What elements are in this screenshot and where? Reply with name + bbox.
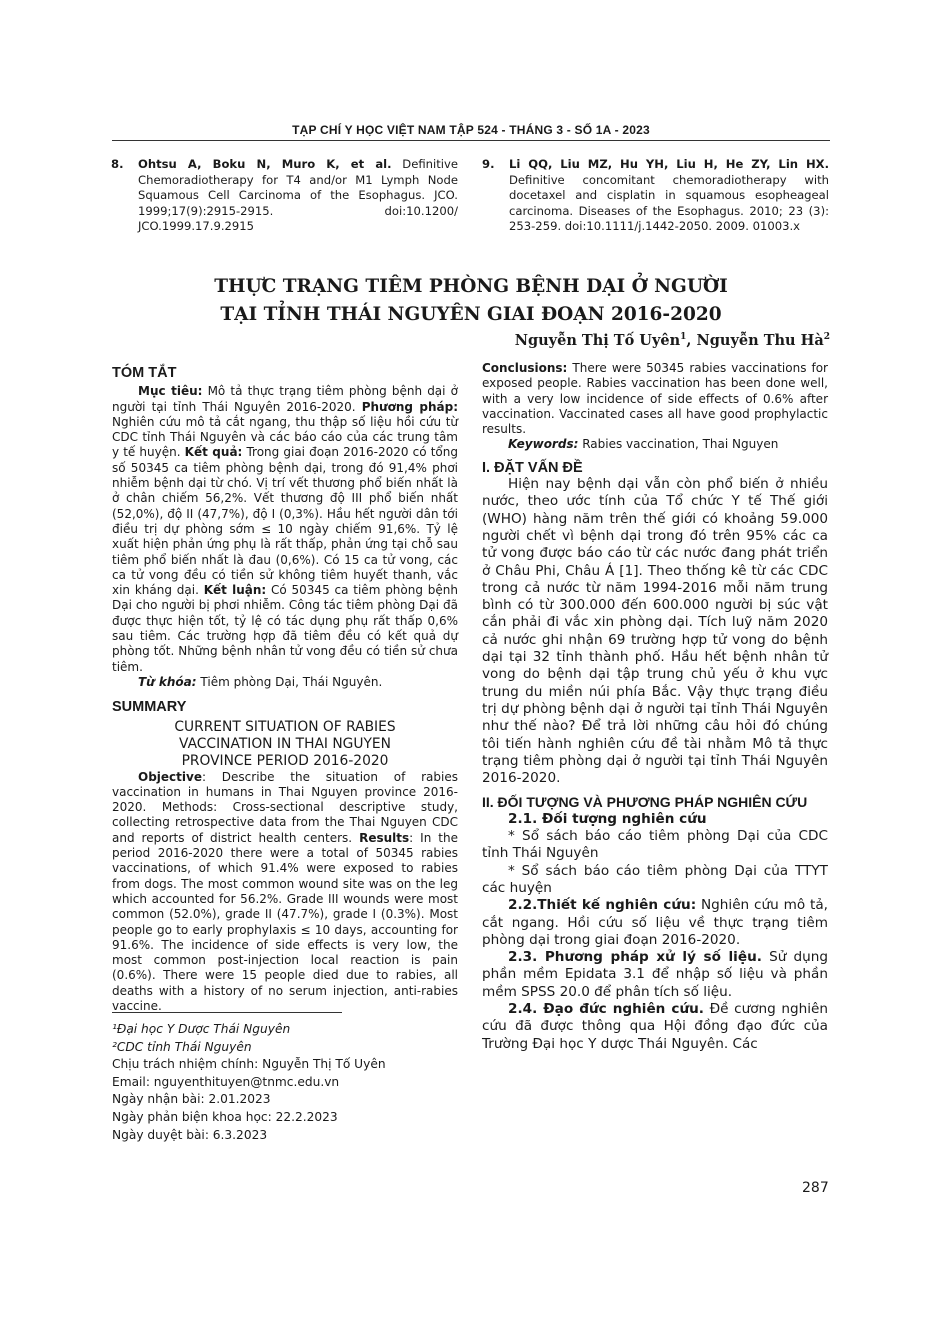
section-1-text: Hiện nay bệnh dại vẫn còn phổ biến ở nhiều nước, theo ước tính của Tổ chức Y tế Thế giới (WHO) hàng năm trên thế giới có khoảng 59.000 người chết vì bệnh dại trong đó trên 95% các ca tử vong được báo cáo từ các nước đang phát triển ở Châu Phi, Châu Á [1]. Theo thống kê từ các CDC trong cả nước từ năm 1994-2016 mỗi năm trung bình có từ 300.000 đến 600.000 người bị súc vật cắn phải đi vắc xin phòng dại. Tích luỹ năm 2020 cả nước ghi nhận 69 trường hợp tử vong do bệnh dại tại 32 tỉnh thành phố. Hầu hết bệnh nhân tử vong do bệnh dại tập trung chủ yếu ở khu vực trung du miền núi phía Bắc. Vậy thực trạng điều trị dự phòng bệnh dại ở người tại tỉnh Thái Nguyên như thế nào? Để trả lời những câu hỏi đó chúng tôi tiến hành nghiên cứu đề tài nhằm Mô tả thực trạng tiêm phòng dại ở người tại tỉnh Thái Nguyên 2016-2020. bbox=[482, 476, 828, 787]
objective-label: Mục tiêu: bbox=[138, 384, 203, 399]
reference-text: Definitive concomitant chemoradiotherapy with docetaxel and cisplatin in squamous esopheageal carcinoma. Diseases of the Esophagus. 2010; 23 (3): 253-259. doi:10.1111/j.1442-2050. 2009. 01003.x bbox=[509, 172, 829, 233]
reference-9 bbox=[482, 157, 829, 235]
footnote-affiliation-2: ²CDC tỉnh Thái Nguyên bbox=[112, 1039, 252, 1054]
section-2-4-label: 2.4. Đạo đức nghiên cứu. bbox=[508, 1000, 704, 1017]
author-2: Nguyễn Thu Hà bbox=[696, 332, 824, 349]
author-1-affiliation: 1 bbox=[680, 332, 687, 343]
conclusion-label: Kết luận: bbox=[203, 583, 267, 598]
tomtat-abstract bbox=[112, 384, 458, 675]
summary-conclusion-label: Conclusions: bbox=[482, 361, 568, 375]
objective-text: Mô tả thực trạng tiêm phòng bệnh dại ở người tại tỉnh Thái Nguyên 2016-2020. bbox=[112, 384, 458, 414]
section-2-1-item-a: * Sổ sách báo cáo tiêm phòng Dại của CDC tỉnh Thái Nguyên bbox=[482, 828, 828, 862]
summary-title-1: CURRENT SITUATION OF RABIES bbox=[174, 718, 396, 735]
title-line-2: TẠI TỈNH THÁI NGUYÊN GIAI ĐOẠN 2016-2020 bbox=[220, 304, 722, 325]
footnote-affiliation-1: ¹Đại học Y Dược Thái Nguyên bbox=[112, 1022, 291, 1036]
summary-objective-text: : Describe the situation of rabies vaccination in humans in Thai Nguyen province 2016-2020. Methods: Cross-sectional descriptive study, collecting retrospective data from the Thai Nguyen CDC and reports of district health centers. bbox=[112, 769, 458, 845]
article-title bbox=[112, 273, 830, 329]
footnote-rule bbox=[112, 1012, 342, 1013]
section-1-heading: I. ĐẶT VẤN ĐỀ bbox=[482, 459, 583, 476]
footnote-corresponding: Chịu trách nhiệm chính: Nguyễn Thị Tố Uyên bbox=[112, 1057, 386, 1072]
keywords-label: Từ khóa: bbox=[138, 674, 197, 689]
summary-title-3: PROVINCE PERIOD 2016-2020 bbox=[181, 752, 389, 769]
summary-results-label: Results bbox=[359, 830, 410, 845]
results-text: Trong giai đoạn 2016-2020 có tổng số 50345 ca tiêm phòng bệnh dại, trong đó 91,4% phơi nhiễm bệnh dại từ chó. Vị trí vết thương phổ biến nhất là ở chân chiếm 56,2%. Vết thương độ III phổ biến nhất (52,0%), độ II (47,7%), độ I (0,3%). Hầu hết người dân tới điều trị dự phòng sớm ≤ 10 ngày chiếm 91,6%. Tỷ lệ xuất hiện phản ứng phụ là rất thấp, phản ứng tại chỗ sau tiêm phổ biến nhất là đau (0,6%). Có 15 ca tử vong, các ca tử vong đều có tiền sử không tiêm huyết thanh, vắc xin kháng dại. bbox=[112, 445, 458, 598]
tomtat-heading: TÓM TẮT bbox=[112, 365, 177, 381]
reference-authors: Ohtsu A, Boku N, Muro K, et al. bbox=[138, 157, 392, 171]
journal-header: TẠP CHÍ Y HỌC VIỆT NAM TẬP 524 - THÁNG 3 - SỐ 1A - 2023 bbox=[292, 123, 650, 137]
footnote-accepted: Ngày duyệt bài: 6.3.2023 bbox=[112, 1127, 268, 1142]
left-column bbox=[112, 366, 458, 1014]
section-2-heading: II. ĐỐI TƯỢNG VÀ PHƯƠNG PHÁP NGHIÊN CỨU bbox=[482, 794, 808, 811]
section-2-1-heading: 2.1. Đối tượng nghiên cứu bbox=[508, 810, 707, 827]
summary-keywords bbox=[482, 437, 828, 452]
conclusion-text: Có 50345 ca tiêm phòng bệnh Dại cho người bị phơi nhiễm. Công tác tiêm phòng Dại đã được thực hiện tốt, tỷ lệ có tác dụng phụ rất thấp 0,6% sau tiêm. Các trường hợp đã tiêm đều có kết quả dự phòng tốt. Những bệnh nhân tử vong đều có tiền sử chưa tiêm. bbox=[112, 583, 459, 674]
method-label: Phương pháp: bbox=[361, 399, 458, 414]
section-2-4-text: Đề cương nghiên cứu đã được thông qua Hội đồng đạo đức của Trường Đại học Y dược Thái Nguyên. Các bbox=[482, 1000, 828, 1052]
section-1-body bbox=[482, 476, 828, 787]
section-2-2 bbox=[482, 897, 828, 949]
summary-conclusion bbox=[482, 361, 828, 437]
summary-abstract-part1 bbox=[112, 770, 458, 1015]
section-2-3 bbox=[482, 949, 828, 1001]
footnote-email: Email: nguyenthituyen@tnmc.edu.vn bbox=[112, 1074, 340, 1089]
keywords-text: Tiêm phòng Dại, Thái Nguyên. bbox=[196, 674, 383, 689]
summary-keywords-text: Rabies vaccination, Thai Nguyen bbox=[578, 437, 779, 452]
section-2-3-text: Sử dụng phần mềm Epidata 3.1 để nhập số liệu và phần mềm SPSS 20.0 để phân tích số liệu. bbox=[482, 949, 828, 1000]
reference-authors: Li QQ, Liu MZ, Hu YH, Liu H, He ZY, Lin HX. bbox=[509, 157, 829, 171]
section-2-3-label: 2.3. Phương pháp xử lý số liệu. bbox=[508, 949, 762, 966]
authors bbox=[515, 332, 830, 349]
summary-conclusion-text: There were 50345 rabies vaccinations for exposed people. Rabies vaccination has been done well, with a very low incidence of side effects of 0.6% after vaccination. Vaccinated cases all have good prophylactic results. bbox=[482, 361, 828, 437]
summary-title-2: VACCINATION IN THAI NGUYEN bbox=[179, 735, 391, 752]
author-separator: , bbox=[686, 332, 697, 349]
footnotes bbox=[112, 1021, 386, 1144]
right-column bbox=[482, 361, 828, 1053]
section-2-2-label: 2.2.Thiết kế nghiên cứu: bbox=[508, 897, 697, 914]
summary-keywords-label: Keywords: bbox=[508, 437, 579, 452]
author-2-affiliation: 2 bbox=[823, 332, 830, 343]
section-2-2-text: Nghiên cứu mô tả, cắt ngang. Hồi cứu số liệu về thực trạng tiêm phòng dại trong giai đoạn 2016-2020. bbox=[482, 897, 828, 948]
summary-heading: SUMMARY bbox=[112, 699, 187, 716]
header-rule bbox=[112, 140, 830, 141]
page-number: 287 bbox=[802, 1180, 829, 1196]
method-text: Nghiên cứu mô tả cắt ngang, thu thập số liệu hồi cứu từ CDC tỉnh Thái Nguyên và các báo cáo của các trung tâm y tế huyện. bbox=[112, 414, 458, 460]
reference-8 bbox=[111, 157, 458, 235]
summary-objective-label: Objective bbox=[138, 769, 202, 784]
reference-text: Definitive Chemoradiotherapy for T4 and/or M1 Lymph Node Squamous Cell Carcinoma of the Esophagus. JCO. 1999;17(9):2915-2915. doi:10.1200/ JCO.1999.17.9.2915 bbox=[138, 157, 458, 233]
section-2-1-item-b: * Sổ sách báo cáo tiêm phòng Dại của TTYT các huyện bbox=[482, 862, 828, 896]
section-2-body bbox=[482, 811, 828, 1053]
footnote-reviewed: Ngày phản biện khoa học: 22.2.2023 bbox=[112, 1109, 338, 1124]
reference-number: 8. bbox=[111, 157, 124, 171]
section-2-4 bbox=[482, 1001, 828, 1053]
results-label: Kết quả: bbox=[184, 445, 243, 460]
tomtat-keywords bbox=[112, 675, 458, 690]
reference-number: 9. bbox=[482, 157, 495, 171]
summary-results-text: : In the period 2016-2020 there were a total of 50345 rabies vaccinations, of which 91.4% were exposed to rabies from dogs. The most common wound site was on the leg which accounted for 56.2%. Grade III wounds were most common (52.0%), grade II (47.7%), grade I (0.3%). Most people go to early prophylaxis ≤ 10 days, accounting for 91.6%. The incidence of side effects is very low, the most common post-injection local reaction is pain (0.6%). There were 15 people died due to rabies, all deaths with a history of no serum injection, anti-rabies vaccine. bbox=[112, 830, 458, 1013]
title-line-1: THỰC TRẠNG TIÊM PHÒNG BỆNH DẠI Ở NGƯỜI bbox=[214, 276, 728, 297]
author-1: Nguyễn Thị Tố Uyên bbox=[514, 332, 681, 349]
footnote-received: Ngày nhận bài: 2.01.2023 bbox=[112, 1092, 271, 1107]
